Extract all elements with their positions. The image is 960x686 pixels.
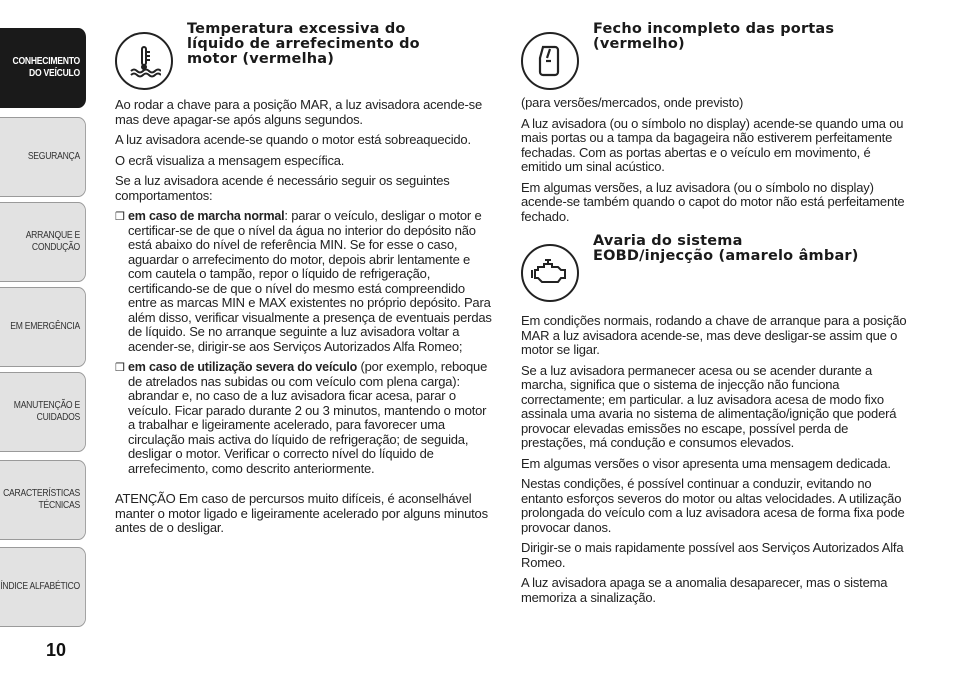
list-item: ❒ em caso de utilização severa do veículo (por exemplo, reboque de atrelados nas subidas ou com veículo com plena carga): abrandar e, no caso de a luz avisadora ficar acesa, parar o veículo. Ficar parado durante 2 ou 3 minutos, mantendo o motor a trabalhar e ligeiramente acelerado, para favorecer uma circulação mais activa do líquido de refrigeração; de seguida, desligar o motor. Verificar o correcto nível do líquido de arrefecimento, como descrito anteriormente.	[115, 359, 488, 476]
page-number: 10	[46, 640, 67, 660]
paragraph: Em algumas versões, a luz avisadora (ou o símbolo no display) acende-se também quando o capot do motor não está perfeitamente fechado.	[521, 179, 905, 224]
tab-label: DO VEÍCULO	[29, 68, 80, 79]
paragraph: Ao rodar a chave para a posição MAR, a luz avisadora acende-se mas deve apagar-se após alguns segundos.	[115, 97, 482, 127]
tab-label: ARRANQUE E	[25, 230, 80, 241]
tab-label: MANUTENÇÃO E	[13, 400, 80, 411]
paragraph: A luz avisadora (ou o símbolo no display) acende-se quando uma ou mais portas ou a tampa da bagageira não estiverem perfeitamente fechadas. Com as portas abertas e o veículo em movimento, é emitido um sinal acústico.	[521, 115, 904, 174]
section-title: Temperatura excessiva do líquido de arrefecimento do motor (vermelha)	[187, 21, 420, 67]
tab-label: CARACTERÍSTICAS	[3, 488, 80, 499]
paragraph: A luz avisadora acende-se quando o motor está sobreaquecido.	[115, 132, 471, 147]
paragraph: (para versões/mercados, onde previsto)	[521, 95, 744, 110]
left-column	[115, 0, 495, 536]
attention-note: ATENÇÃO Em caso de percursos muito difíceis, é aconselhável manter o motor ligado e ligeiramente acelerado por alguns minutos antes de o desligar.	[115, 491, 488, 535]
door-open-icon	[521, 32, 579, 90]
checkbox-bullet-icon: ❒	[115, 211, 125, 223]
tab-indice-alfabetico[interactable]	[0, 547, 86, 627]
right-column	[521, 0, 913, 605]
paragraph: Se a luz avisadora acende é necessário seguir os seguintes comportamentos:	[115, 173, 450, 203]
tab-label: CONDUÇÃO	[31, 242, 80, 253]
paragraph: Em algumas versões o visor apresenta uma mensagem dedicada.	[521, 455, 891, 471]
coolant-temperature-icon	[115, 32, 173, 90]
chapter-sidebar	[0, 0, 100, 686]
engine-check-icon	[521, 244, 579, 302]
paragraph: Nestas condições, é possível continuar a conduzir, evitando no entanto esforços severos do motor ou altas velocidades. A utilização prolongada do veículo com a luz avisadora acesa de forma fixa pode provocar danos.	[521, 476, 905, 535]
tab-label: ÍNDICE ALFABÉTICO	[0, 581, 80, 592]
tab-seguranca[interactable]	[0, 117, 86, 197]
paragraph: Se a luz avisadora permanecer acesa ou se acender durante a marcha, significa que o sistema de injecção não funciona correctamente; em particular. a luz avisadora acesa de modo fixo assinala uma avaria no sistema de alimentação/ignição que poderá provocar elevadas emissões no escape, possível perda de prestações, má condução e consumos elevados.	[521, 362, 897, 450]
door-section-heading	[521, 0, 913, 92]
tab-label: CUIDADOS	[36, 412, 80, 423]
tab-caracteristicas-tecnicas[interactable]	[0, 460, 86, 540]
tab-em-emergencia[interactable]	[0, 287, 86, 367]
tab-label: CONHECIMENTO	[12, 56, 80, 67]
tab-label: TÉCNICAS	[38, 500, 80, 511]
paragraph: Dirigir-se o mais rapidamente possível aos Serviços Autorizados Alfa Romeo.	[521, 540, 904, 570]
paragraph: Em condições normais, rodando a chave de arranque para a posição MAR a luz avisadora acende-se, mas deve desligar-se assim que o motor se ligar.	[521, 313, 907, 357]
section-title: Avaria do sistema EOBD/injecção (amarelo âmbar)	[593, 233, 859, 264]
eobd-section-heading	[521, 234, 913, 314]
tab-label: SEGURANÇA	[27, 151, 80, 162]
tab-conhecimento-do-veiculo[interactable]	[0, 28, 86, 108]
checkbox-bullet-icon: ❒	[115, 362, 125, 374]
tab-manutencao-e-cuidados[interactable]	[0, 372, 86, 452]
tab-arranque-e-conducao[interactable]	[0, 202, 86, 282]
section-title: Fecho incompleto das portas (vermelho)	[593, 21, 835, 52]
paragraph: A luz avisadora apaga se a anomalia desaparecer, mas o sistema memoriza a sinalização.	[521, 575, 888, 605]
paragraph: O ecrã visualiza a mensagem específica.	[115, 152, 345, 168]
tab-label: EM EMERGÊNCIA	[10, 321, 80, 332]
coolant-section-heading	[115, 0, 495, 92]
list-item: ❒ em caso de marcha normal: parar o veículo, desligar o motor e certificar-se de que o nível da água no interior do depósito não está abaixo do nível de referência MIN. Se for esse o caso, aguardar o arrefecimento do motor, depois abrir lentamente e com cautela o tampão, repor o líquido de refrigeração, certificando-se de que o nível do mesmo está compreendido entre as marcas MIN e MAX existentes no próprio depósito. Para além disso, verificar visualmente a presença de eventuais perdas de líquido. Se no arranque seguinte a luz avisadora voltar a acender-se, dirigir-se aos Serviços Autorizados Alfa Romeo;	[115, 208, 492, 354]
